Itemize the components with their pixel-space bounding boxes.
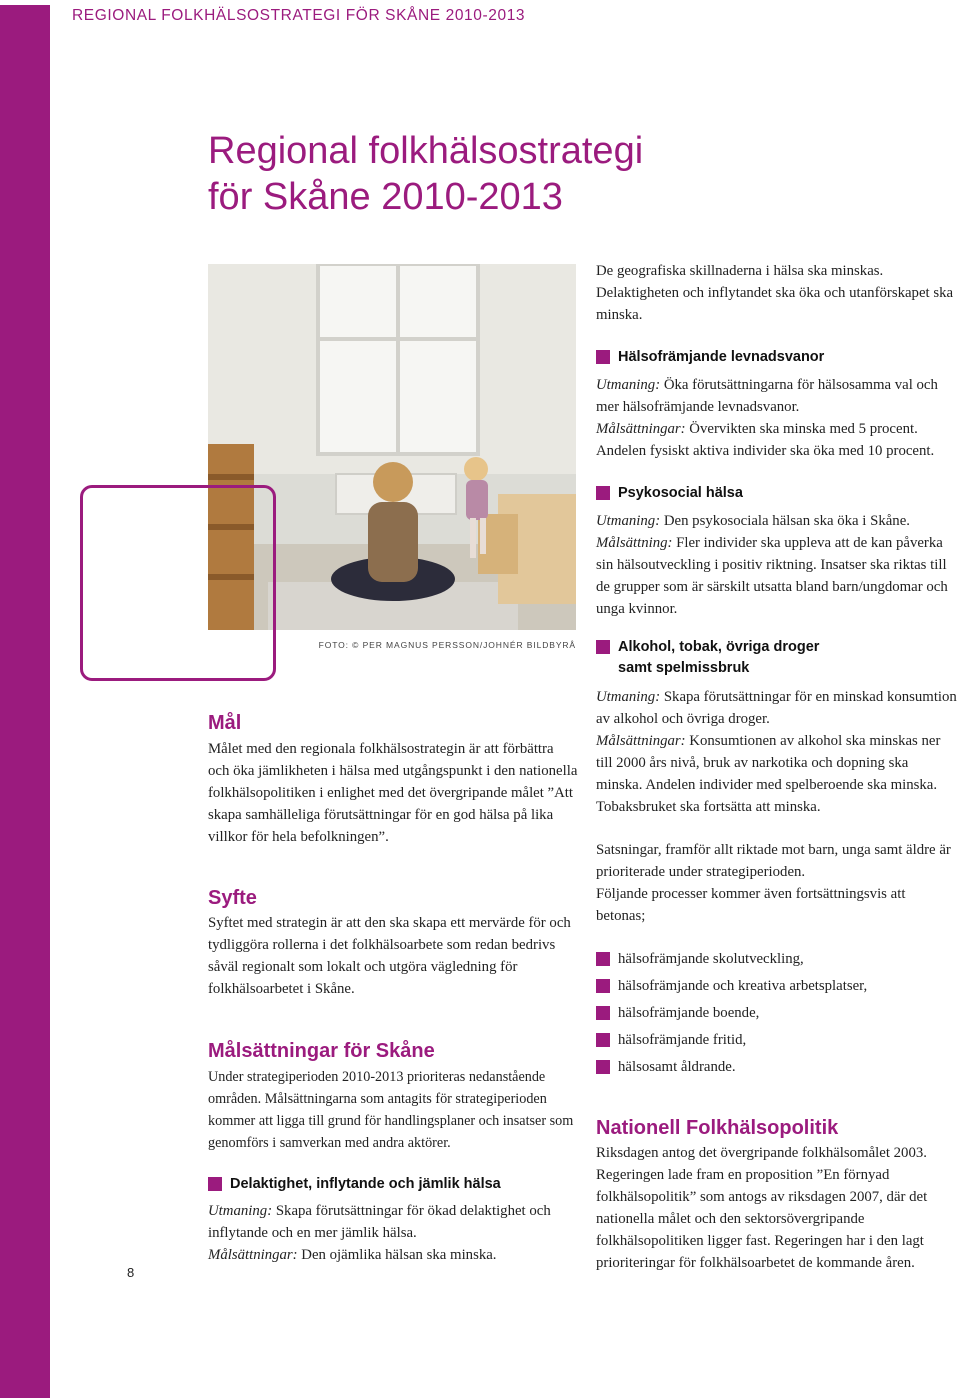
halsoframjande-heading: Hälsofrämjande levnadsvanor [596, 347, 824, 368]
band-top-line [0, 0, 50, 5]
alkohol-utmaning [596, 686, 958, 730]
halsoframjande-utmaning [596, 374, 958, 418]
mal-paragraph: Målet med den regionala folkhälsostrategin är att förbättra och öka jämlikheten i hälsa med utgångspunkt i den nationella folkhälsopolitiken i enlighet med det övergripande målet ”Att skapa samhälleliga förutsättningar för en god hälsa på lika villkor för hela befolkningen”. [208, 741, 578, 845]
alkohol-text [596, 686, 958, 818]
delaktighet-utmaning [208, 1200, 578, 1244]
syfte-paragraph: Syftet med strategin är att den ska skapa ett mervärde för och tydliggöra rollerna i det folkhälsoarbete som redan bedrivs såväl regionalt som lokalt och utgöra vägledning för folkhälsoarbetet i Skåne. [208, 915, 571, 997]
page-number: 8 [127, 1265, 135, 1280]
satsningar-text [596, 839, 958, 927]
delaktighet-text [208, 1200, 578, 1266]
delaktighet-malsattning-label: Målsättningar: [208, 1247, 298, 1263]
psykosocial-text [596, 510, 958, 620]
satsningar-paragraph-2: Följande processer kommer även fortsättningsvis att betonas; [596, 886, 906, 924]
malsattningar-heading: Målsättningar för Skåne [208, 1040, 435, 1062]
alkohol-malsattning [596, 730, 958, 818]
halsoframjande-utmaning-label: Utmaning: [596, 377, 661, 393]
process-list [596, 946, 867, 1081]
mal-text [208, 738, 578, 848]
nationell-text [596, 1142, 958, 1274]
syfte-heading: Syfte [208, 887, 257, 909]
halsoframjande-utmaning-text: Öka förutsättningarna för hälsosamma val och mer hälsofrämjande levnadsvanor. [596, 377, 938, 415]
list-item: hälsofrämjande boende, [596, 1000, 867, 1027]
delaktighet-utmaning-label: Utmaning: [208, 1203, 273, 1219]
satsningar-paragraph-1: Satsningar, framför allt riktade mot barn, unga samt äldre är prioriterade under strategiperioden. [596, 842, 951, 880]
right-intro [596, 260, 956, 326]
delaktighet-malsattning-text: Den ojämlika hälsan ska minska. [297, 1247, 497, 1263]
psykosocial-malsattning-label: Målsättning: [596, 535, 673, 551]
delaktighet-utmaning-text: Skapa förutsättningar för ökad delaktighet och inflytande och en mer jämlik hälsa. [208, 1203, 551, 1241]
list-item: hälsofrämjande fritid, [596, 1027, 867, 1054]
right-intro-paragraph: De geografiska skillnaderna i hälsa ska minskas. Delaktigheten och inflytandet ska öka och utanförskapet ska minska. [596, 263, 954, 323]
psykosocial-utmaning-label: Utmaning: [596, 513, 661, 529]
psykosocial-malsattning [596, 532, 958, 620]
left-color-band [0, 0, 50, 1398]
decorative-frame [80, 485, 276, 681]
halsoframjande-text [596, 374, 958, 462]
psykosocial-utmaning [596, 510, 958, 532]
malsattningar-text [208, 1066, 578, 1154]
alkohol-utmaning-text: Skapa förutsättningar för en minskad konsumtion av alkohol och övriga droger. [596, 689, 957, 727]
alkohol-utmaning-label: Utmaning: [596, 689, 661, 705]
photo-credit: FOTO: © PER MAGNUS PERSSON/JOHNÉR BILDBYRÅ [318, 640, 576, 650]
syfte-text [208, 912, 578, 1000]
psykosocial-heading: Psykosocial hälsa [596, 483, 743, 504]
halsoframjande-malsattning-text: Övervikten ska minska med 5 procent. Andelen fysiskt aktiva individer ska öka med 10 procent. [596, 421, 935, 459]
malsattningar-paragraph: Under strategiperioden 2010-2013 prioriteras nedanstående områden. Målsättningarna som antagits för strategiperioden kommer att ligga till grund för handlingsplaner och insatser som genomförs i samverkan med andra aktörer. [208, 1069, 574, 1151]
running-header: REGIONAL FOLKHÄLSOSTRATEGI FÖR SKÅNE 2010-2013 [72, 7, 526, 24]
alkohol-heading-line-1: Alkohol, tobak, övriga droger [618, 639, 820, 655]
psykosocial-malsattning-text: Fler individer ska uppleva att de kan påverka sin hälsoutveckling i positiv riktning. Insatser ska riktas till de grupper som är särskilt utsatta bland barn/ungdomar och unga kvinnor. [596, 535, 948, 617]
alkohol-malsattning-text: Konsumtionen av alkohol ska minskas ner till 2000 års nivå, bruk av narkotika och dopning ska minska. Andelen individer med spelberoende ska minska. Tobaksbruket ska fortsätta att minska. [596, 733, 941, 815]
page-title-line-2: för Skåne 2010-2013 [208, 176, 563, 218]
delaktighet-malsattning [208, 1244, 578, 1266]
delaktighet-heading: Delaktighet, inflytande och jämlik hälsa [208, 1174, 501, 1195]
alkohol-malsattning-label: Målsättningar: [596, 733, 686, 749]
halsoframjande-malsattning [596, 418, 958, 462]
page-title-line-1: Regional folkhälsostrategi [208, 130, 644, 172]
nationell-heading: Nationell Folkhälsopolitik [596, 1117, 839, 1139]
halsoframjande-malsattning-label: Målsättningar: [596, 421, 686, 437]
alkohol-heading [596, 637, 819, 679]
list-item: hälsosamt åldrande. [596, 1054, 867, 1081]
psykosocial-utmaning-text: Den psykosociala hälsan ska öka i Skåne. [660, 513, 910, 529]
list-item: hälsofrämjande och kreativa arbetsplatser, [596, 973, 867, 1000]
page-title [208, 128, 643, 220]
nationell-paragraph: Riksdagen antog det övergripande folkhälsomålet 2003. Regeringen lade fram en proposition ”En förnyad folkhälsopolitik” som antogs av riksdagen 2007, där det nationella målet och den sektorsövergripande folkhälsopolitiken ligger fast. Regeringen har i den lagt prioriteringar för folkhälsoarbetet de kommande åren. [596, 1145, 928, 1271]
mal-heading: Mål [208, 712, 242, 734]
list-item: hälsofrämjande skolutveckling, [596, 946, 867, 973]
alkohol-heading-line-2: samt spelmissbruk [618, 660, 750, 676]
